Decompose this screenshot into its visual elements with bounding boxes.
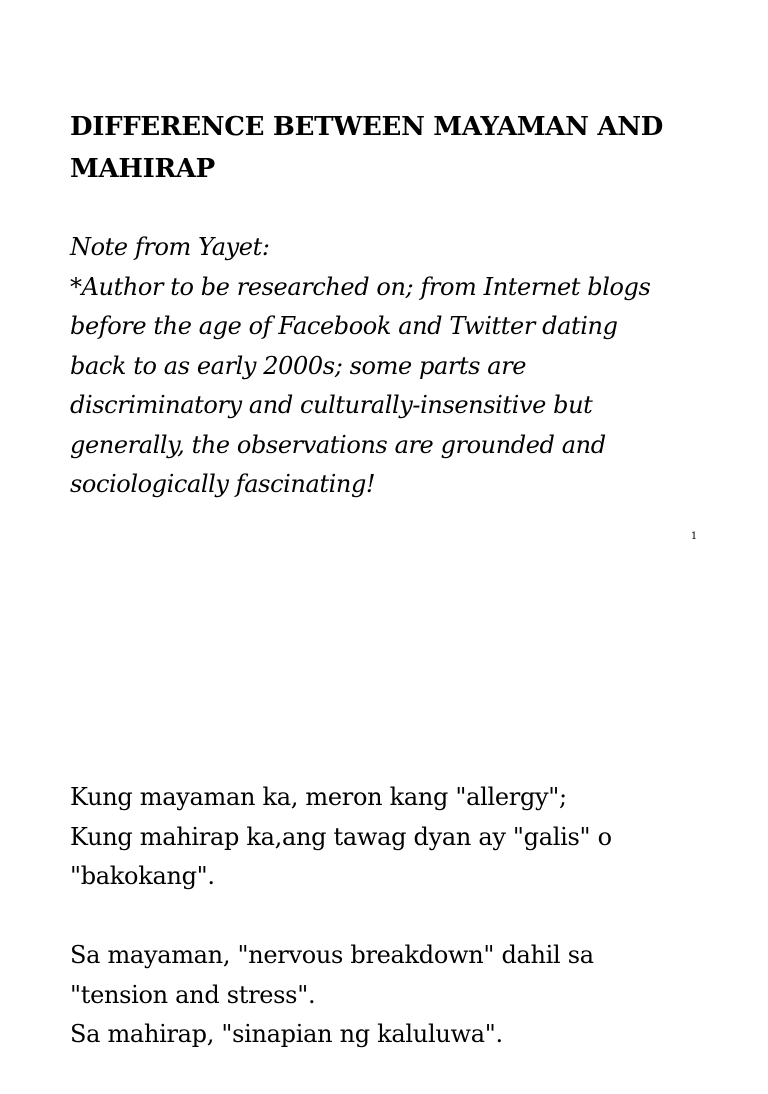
paragraph-2-line-3: Sa mahirap, "sinapian ng kaluluwa". bbox=[70, 1020, 503, 1048]
note-line-5: discriminatory and culturally-insensitive but bbox=[70, 391, 593, 419]
title-line-1: DIFFERENCE BETWEEN MAYAMAN AND bbox=[70, 112, 663, 142]
page-number: 1 bbox=[690, 531, 698, 542]
note-line-7: sociologically fascinating! bbox=[70, 470, 376, 498]
note-line-3: before the age of Facebook and Twitter dating bbox=[70, 312, 618, 340]
paragraph-2 bbox=[70, 936, 730, 1055]
paragraph-1-line-1: Kung mayaman ka, meron kang "allergy"; bbox=[70, 783, 567, 811]
author-note bbox=[70, 228, 730, 505]
paragraph-1-line-3: "bakokang". bbox=[70, 862, 215, 890]
note-line-1: Note from Yayet: bbox=[70, 233, 270, 261]
body-text bbox=[70, 778, 730, 1094]
title-line-2: MAHIRAP bbox=[70, 154, 215, 184]
paragraph-2-line-1: Sa mayaman, "nervous breakdown" dahil sa bbox=[70, 941, 594, 969]
note-line-4: back to as early 2000s; some parts are bbox=[70, 351, 527, 380]
note-line-2: *Author to be researched on; from Internet blogs bbox=[70, 272, 651, 301]
paragraph-2-line-2: "tension and stress". bbox=[70, 980, 316, 1009]
document-title bbox=[70, 106, 710, 190]
paragraph-1 bbox=[70, 778, 730, 897]
note-line-6: generally, the observations are grounded and bbox=[70, 430, 606, 459]
paragraph-1-line-2: Kung mahirap ka,ang tawag dyan ay "galis" o bbox=[70, 822, 612, 851]
